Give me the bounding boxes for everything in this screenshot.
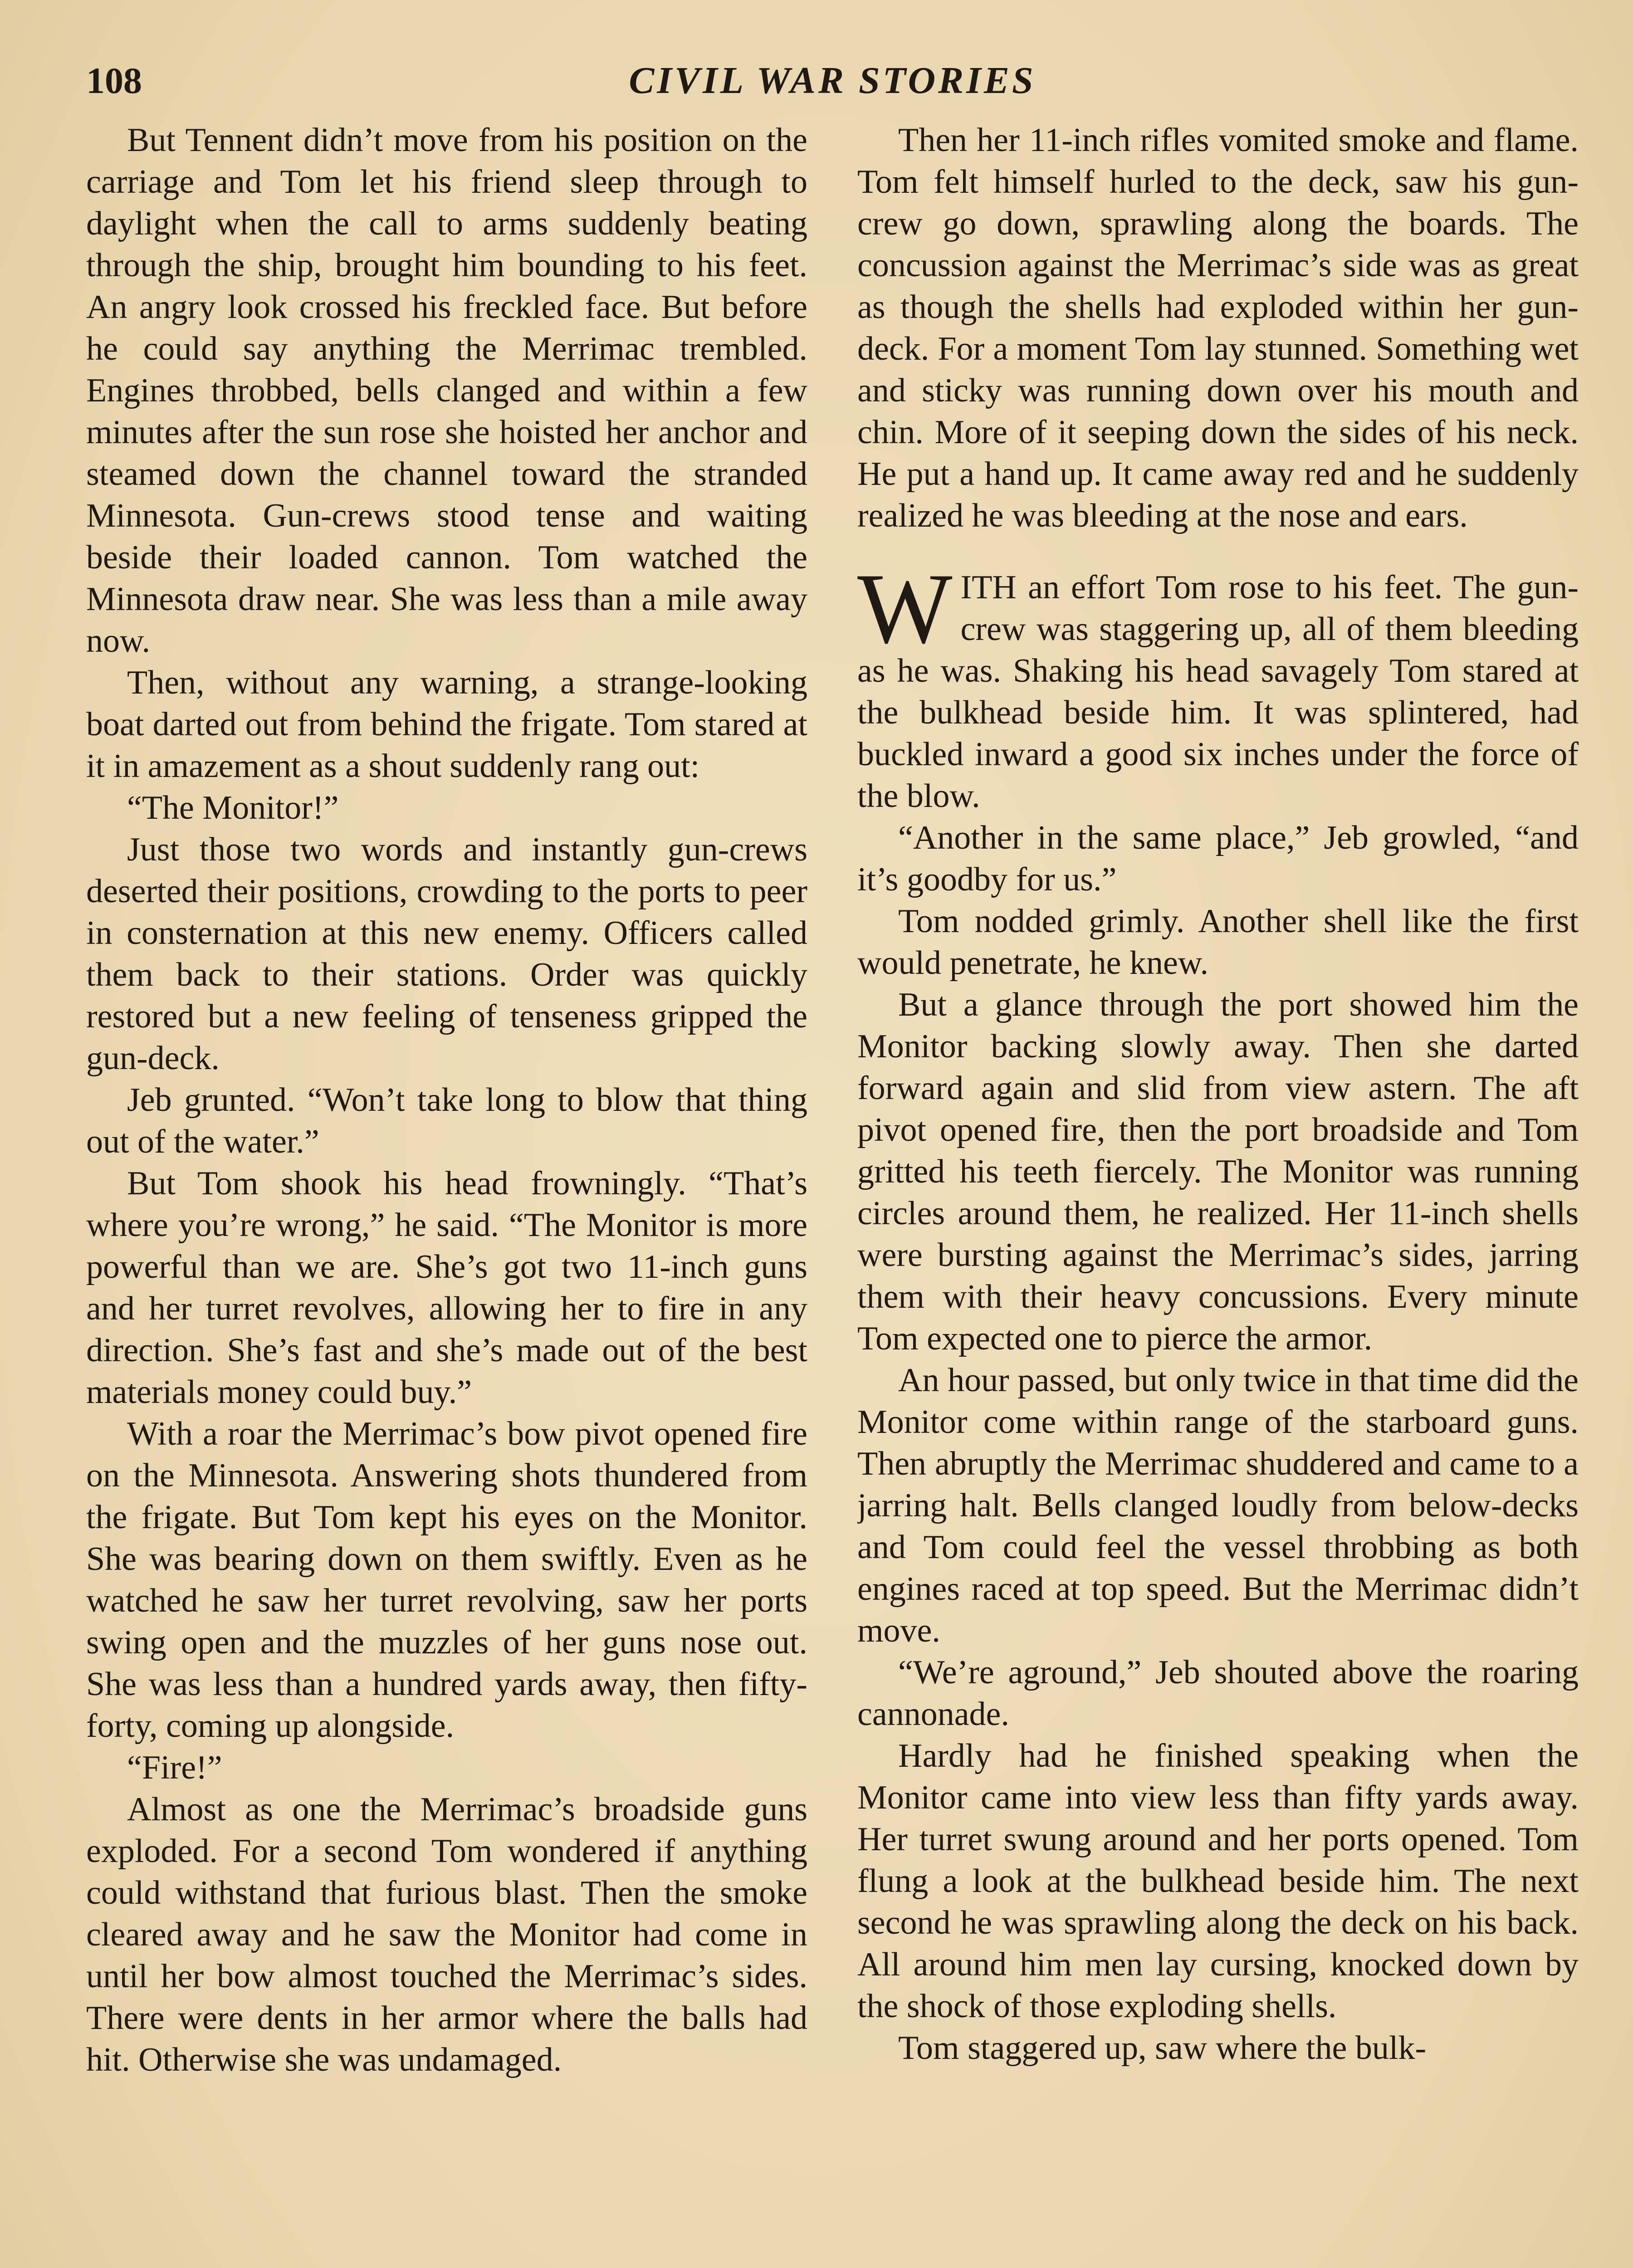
- paragraph: “We’re aground,” Jeb shouted above the roaring cannonade.: [857, 1654, 1579, 1733]
- paragraph: Jeb grunted. “Won’t take long to blow that thing out of the water.”: [86, 1081, 807, 1160]
- paragraph: Almost as one the Merrimac’s broadside guns exploded. For a second Tom wondered if anything could withstand that furious blast. Then the smoke cleared away and he saw the Monitor had come in until her bow almost touched the Merrimac’s sides. There were dents in her armor where the balls had hit. Otherwise she was undamaged.: [86, 1791, 807, 2078]
- section-opening-paragraph: [857, 553, 1579, 817]
- page-header: [86, 54, 1579, 107]
- section-opening-text: ITH an effort Tom rose to his feet. The gun-crew was staggering up, all of them bleeding as he was. Shaking his head savagely Tom stared at the bulkhead beside him. It was splintered, had buckled inward a good six inches under the force of the blow.: [857, 569, 1579, 815]
- right-column: [857, 119, 1579, 2268]
- page-number: 108: [86, 60, 142, 101]
- paragraph: With a roar the Merrimac’s bow pivot opened fire on the Minnesota. Answering shots thundered from the frigate. But Tom kept his eyes on the Monitor. She was bearing down on them swiftly. Even as he watched he saw her turret revolving, saw her ports swing open and the muzzles of her guns nose out. She was less than a hundred yards away, then fifty-forty, coming up alongside.: [86, 1415, 807, 1745]
- paragraph: “Fire!”: [127, 1749, 222, 1786]
- paragraph: “The Monitor!”: [127, 789, 339, 826]
- paragraph: Then her 11-inch rifles vomited smoke and flame. Tom felt himself hurled to the deck, saw his gun-crew go down, sprawling along the boards. The concussion against the Merrimac’s side was as great as though the shells had exploded within her gun-deck. For a moment Tom lay stunned. Something wet and sticky was running down over his mouth and chin. More of it seeping down the sides of his neck. He put a hand up. It came away red and he suddenly realized he was bleeding at the nose and ears.: [857, 122, 1579, 534]
- text-columns: [86, 119, 1579, 2268]
- paragraph: But Tom shook his head frowningly. “That’s where you’re wrong,” he said. “The Monitor is more powerful than we are. She’s got two 11-inch guns and her turret revolves, allowing her to fire in any direction. She’s fast and she’s made out of the best materials money could buy.”: [86, 1165, 807, 1411]
- running-title: CIVIL WAR STORIES: [629, 59, 1036, 102]
- paragraph: But a glance through the port showed him the Monitor backing slowly away. Then she darted forward again and slid from view astern. The aft pivot opened fire, then the port broadside and Tom gritted his teeth fiercely. The Monitor was running circles around them, he realized. Her 11-inch shells were bursting against the Merrimac’s sides, jarring them with their heavy concussions. Every minute Tom expected one to pierce the armor.: [857, 986, 1579, 1357]
- paragraph: Hardly had he finished speaking when the Monitor came into view less than fifty yards away. Her turret swung around and her ports opened. Tom flung a look at the bulkhead beside him. The next second he was sprawling along the deck on his back. All around him men lay cursing, knocked down by the shock of those exploding shells.: [857, 1737, 1579, 2025]
- drop-cap: W: [857, 553, 953, 665]
- paragraph: Tom staggered up, saw where the bulk-: [898, 2029, 1427, 2067]
- paragraph: An hour passed, but only twice in that time did the Monitor come within range of the starboard guns. Then abruptly the Merrimac shuddered and came to a jarring halt. Bells clanged loudly from below-decks and Tom could feel the vessel throbbing as both engines raced at top speed. But the Merrimac didn’t move.: [857, 1362, 1579, 1649]
- paragraph: Then, without any warning, a strange-looking boat darted out from behind the frigate. Tom stared at it in amazement as a shout suddenly rang out:: [86, 664, 807, 785]
- paragraph: Just those two words and instantly gun-crews deserted their positions, crowding to the ports to peer in consternation at this new enemy. Officers called them back to their stations. Order was quickly restored but a new feeling of tenseness gripped the gun-deck.: [86, 831, 807, 1077]
- left-column: [86, 119, 807, 2268]
- paragraph: Tom nodded grimly. Another shell like the first would penetrate, he knew.: [857, 903, 1579, 982]
- paragraph: “Another in the same place,” Jeb growled, “and it’s goodby for us.”: [857, 819, 1579, 898]
- paragraph: But Tennent didn’t move from his position on the carriage and Tom let his friend sleep through to daylight when the call to arms suddenly beating through the ship, brought him bounding to his feet. An angry look crossed his freckled face. But before he could say anything the Merrimac trembled. Engines throbbed, bells clanged and within a few minutes after the sun rose she hoisted her anchor and steamed down the channel toward the stranded Minnesota. Gun-crews stood tense and waiting beside their loaded cannon. Tom watched the Minnesota draw near. She was less than a mile away now.: [86, 122, 807, 660]
